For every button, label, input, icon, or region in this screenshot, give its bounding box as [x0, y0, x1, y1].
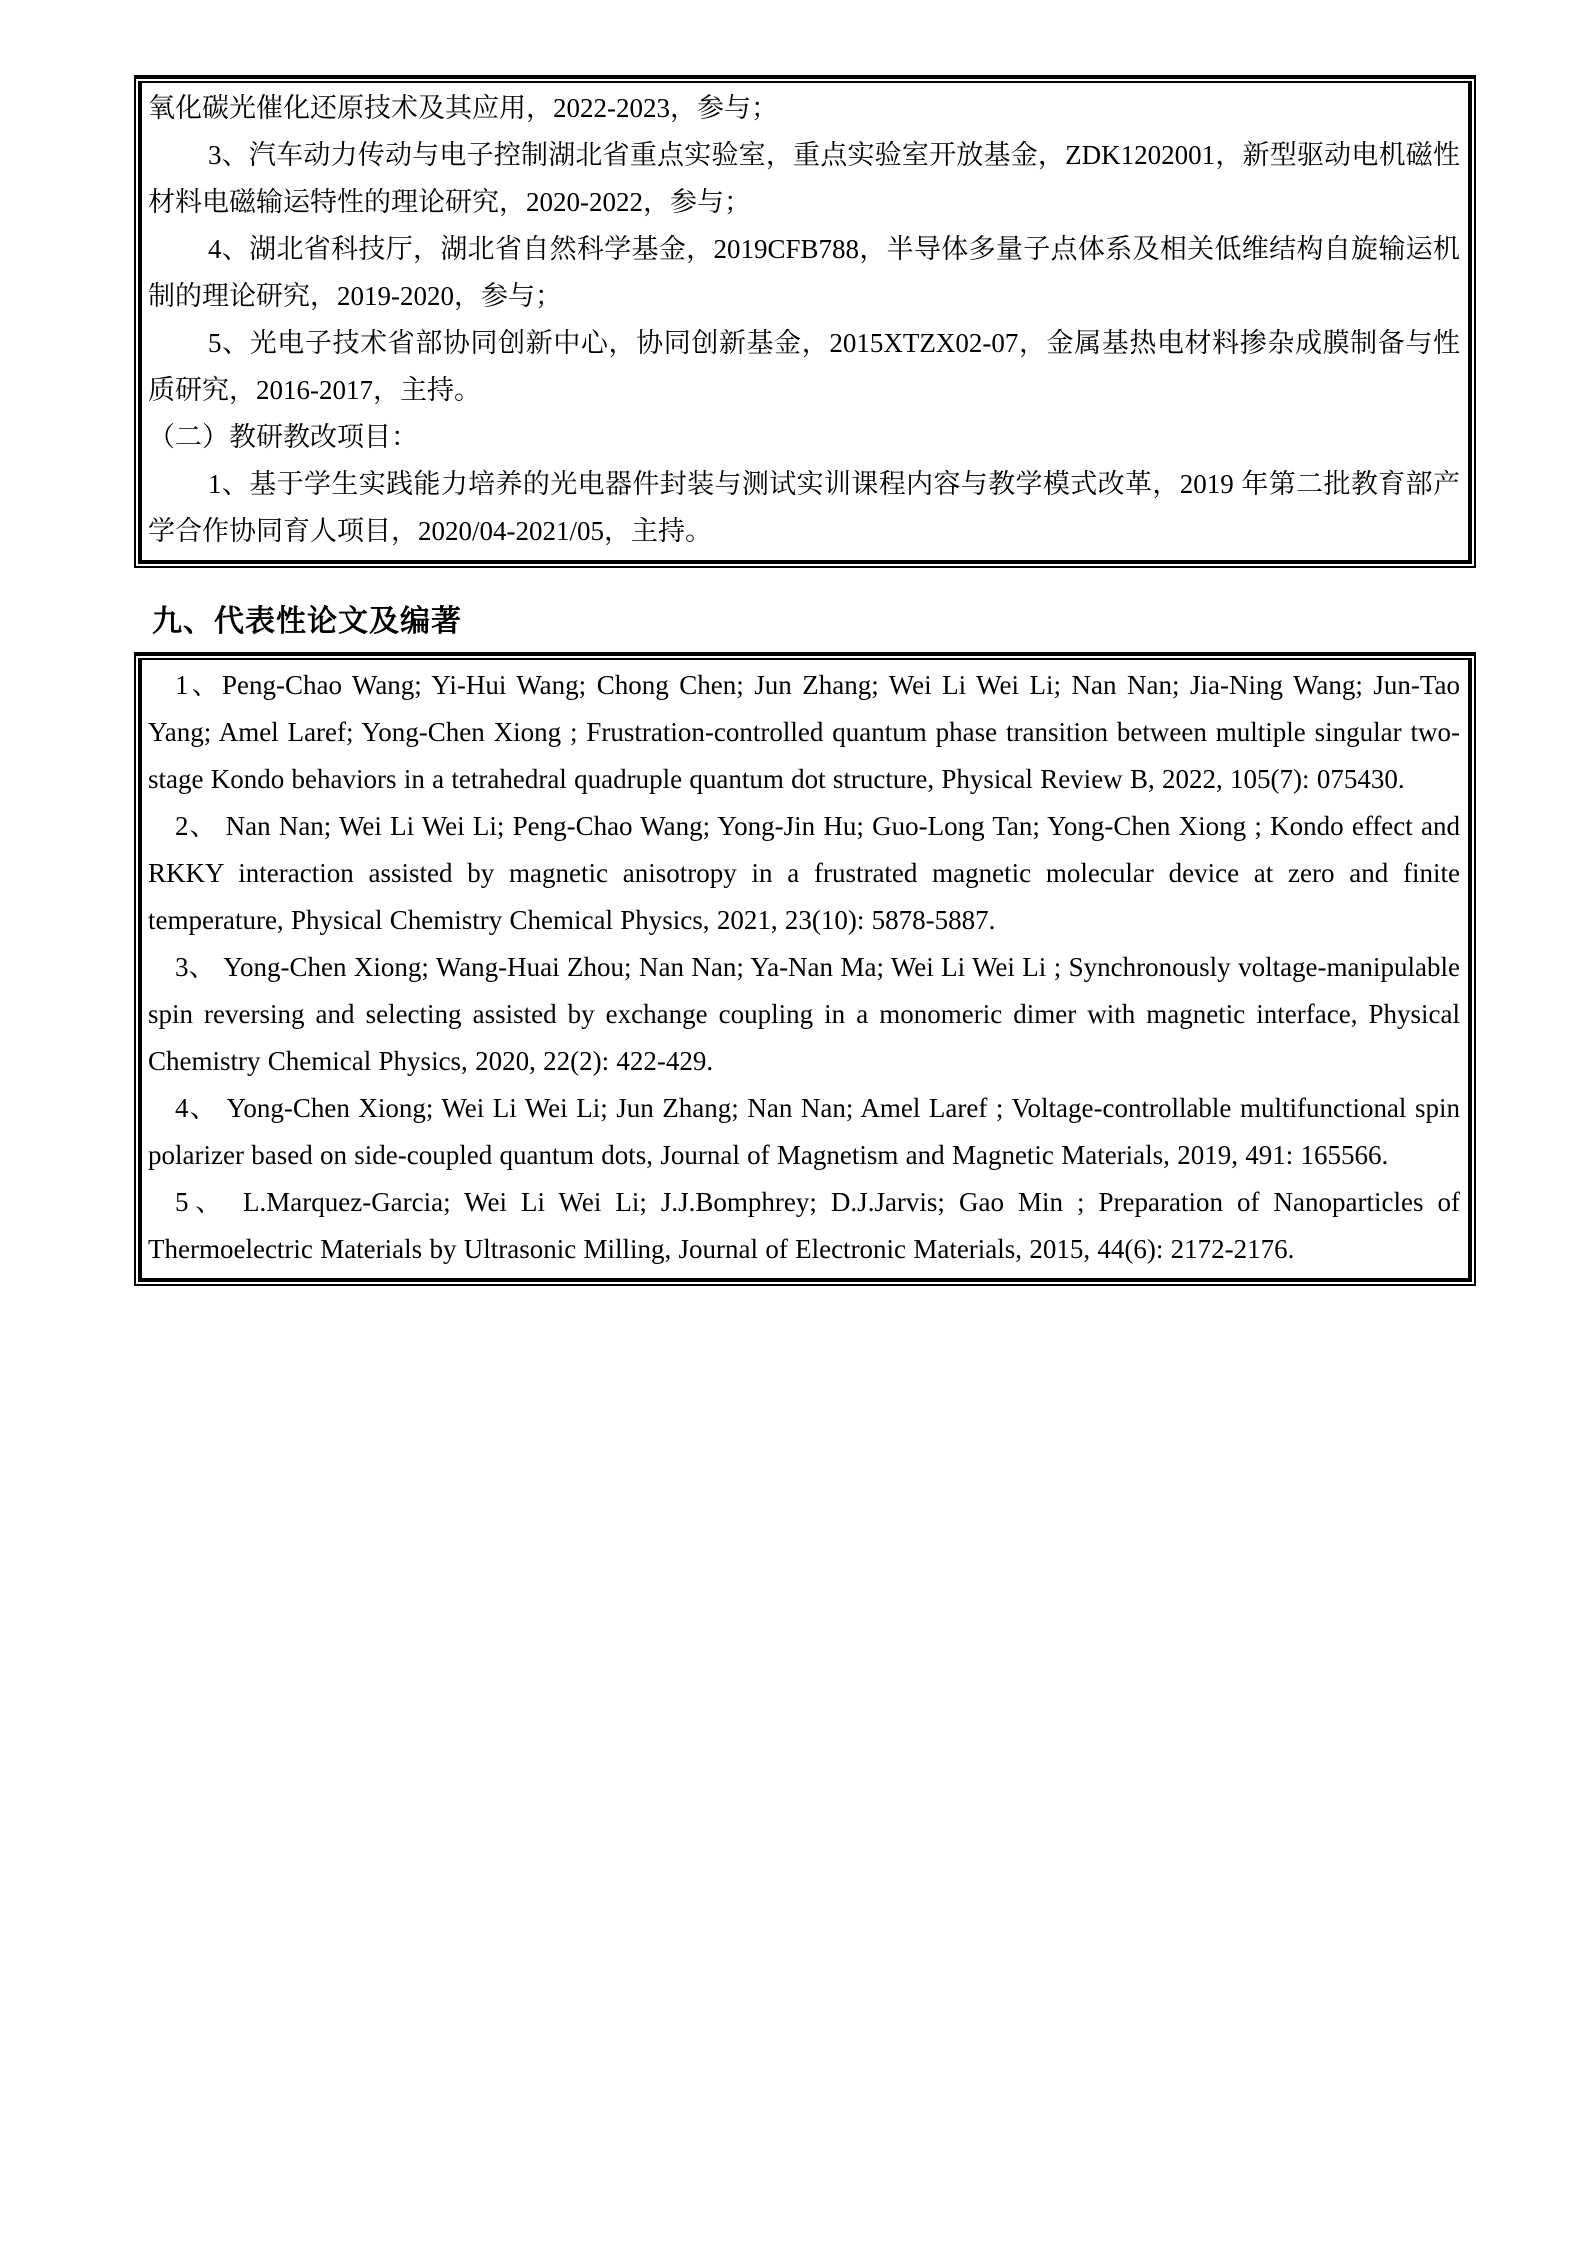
section-heading: 九、代表性论文及编著 — [152, 605, 462, 638]
document-page — [134, 75, 1476, 1286]
teaching-project-item-1: 1、基于学生实践能力培养的光电器件封装与测试实训课程内容与教学模式改革，2019 年第二批教育部产学合作协同育人项目，2020/04-2021/05，主持。 — [148, 469, 1460, 546]
project-item-3: 3、汽车动力传动与电子控制湖北省重点实验室，重点实验室开放基金，ZDK1202001，新型驱动电机磁性材料电磁输运特性的理论研究，2020-2022，参与； — [148, 140, 1460, 217]
project-item-continuation: 氧化碳光催化还原技术及其应用，2022-2023，参与； — [148, 93, 778, 123]
publication-item-2: 2、 Nan Nan; Wei Li Wei Li; Peng-Chao Wang; Yong-Jin Hu; Guo-Long Tan; Yong-Chen Xiong ; Kondo effect and RKKY interaction assisted by magnetic anisotropy in a frustrated magnetic molecular device at zero and finite temperature, Physical Chemistry Chemical Physics, 2021, 23(10): 5878-5887. — [148, 811, 1460, 935]
project-item-5: 5、光电子技术省部协同创新中心，协同创新基金，2015XTZX02-07，金属基热电材料掺杂成膜制备与性质研究，2016-2017，主持。 — [148, 328, 1460, 405]
publication-item-4: 4、 Yong-Chen Xiong; Wei Li Wei Li; Jun Zhang; Nan Nan; Amel Laref ; Voltage-controllable multifunctional spin polarizer based on side-coupled quantum dots, Journal of Magnetism and Magnetic Materials, 2019, 491: 165566. — [148, 1093, 1460, 1170]
projects-subsection-label: （二）教研教改项目： — [148, 422, 418, 452]
project-item-4: 4、湖北省科技厅，湖北省自然科学基金，2019CFB788，半导体多量子点体系及相关低维结构自旋输运机制的理论研究，2019-2020，参与； — [148, 234, 1460, 311]
publication-item-5: 5、 L.Marquez-Garcia; Wei Li Wei Li; J.J.Bomphrey; D.J.Jarvis; Gao Min ; Preparation of Nanoparticles of Thermoelectric Materials by Ultrasonic Milling, Journal of Electronic Materials, 2015, 44(6): 2172-2176. — [148, 1187, 1460, 1264]
publications-box-inner — [138, 658, 1472, 1282]
publications-box — [134, 652, 1476, 1286]
publication-item-3: 3、 Yong-Chen Xiong; Wang-Huai Zhou; Nan Nan; Ya-Nan Ma; Wei Li Wei Li ; Synchronously voltage-manipulable spin reversing and selecting assisted by exchange coupling in a monomeric dimer with magnetic interface, Physical Chemistry Chemical Physics, 2020, 22(2): 422-429. — [148, 952, 1460, 1076]
projects-box-inner — [138, 81, 1472, 564]
projects-box — [134, 75, 1476, 568]
publication-item-1: 1、Peng-Chao Wang; Yi-Hui Wang; Chong Chen; Jun Zhang; Wei Li Wei Li; Nan Nan; Jia-Ning Wang; Jun-Tao Yang; Amel Laref; Yong-Chen Xiong ; Frustration-controlled quantum phase transition between multiple singular two-stage Kondo behaviors in a tetrahedral quadruple quantum dot structure, Physical Review B, 2022, 105(7): 075430. — [148, 670, 1460, 794]
